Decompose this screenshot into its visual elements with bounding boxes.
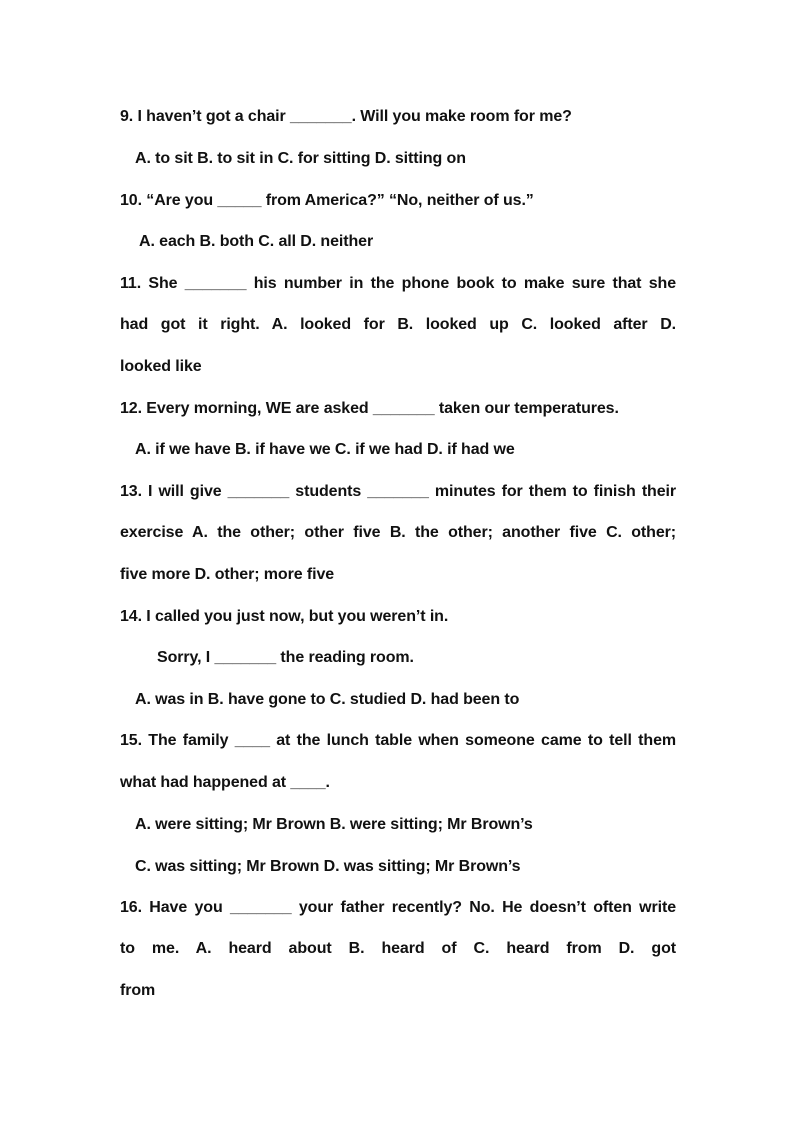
question-11-text: 11. She _______ his number in the phone book to make sure that she [120, 275, 676, 292]
question-16-text-end: from [120, 982, 156, 999]
question-13-text: 13. I will give _______ students _______ minutes for them to finish their [120, 483, 676, 500]
question-13-text-continued: exercise A. the other; other five B. the other; another five C. other; [120, 524, 676, 541]
question-14-reply: Sorry, I _______ the reading room. [157, 649, 414, 666]
question-14-text: 14. I called you just now, but you weren’t in. [120, 608, 449, 625]
question-14-options: A. was in B. have gone to C. studied D. had been to [135, 691, 520, 708]
question-12-options: A. if we have B. if have we C. if we had D. if had we [135, 441, 515, 458]
question-15-options-cd: C. was sitting; Mr Brown D. was sitting; Mr Brown’s [135, 858, 521, 875]
question-15-options-ab: A. were sitting; Mr Brown B. were sitting; Mr Brown’s [135, 816, 533, 833]
question-10-text: 10. “Are you _____ from America?” “No, neither of us.” [120, 192, 534, 209]
question-11-text-end: looked like [120, 358, 202, 375]
question-16-text-continued: to me. A. heard about B. heard of C. heard from D. got [120, 940, 676, 957]
question-9-text: 9. I haven’t got a chair _______. Will you make room for me? [120, 108, 572, 125]
question-12-text: 12. Every morning, WE are asked _______ taken our temperatures. [120, 400, 619, 417]
question-16-text: 16. Have you _______ your father recently? No. He doesn’t often write [120, 899, 676, 916]
question-13-text-end: five more D. other; more five [120, 566, 335, 583]
question-11-text-continued: had got it right. A. looked for B. looked up C. looked after D. [120, 316, 676, 333]
question-15-text: 15. The family ____ at the lunch table when someone came to tell them [120, 732, 676, 749]
question-9-options: A. to sit B. to sit in C. for sitting D. sitting on [135, 150, 466, 167]
question-10-options: A. each B. both C. all D. neither [139, 233, 374, 250]
question-15-text-continued: what had happened at ____. [120, 774, 330, 791]
